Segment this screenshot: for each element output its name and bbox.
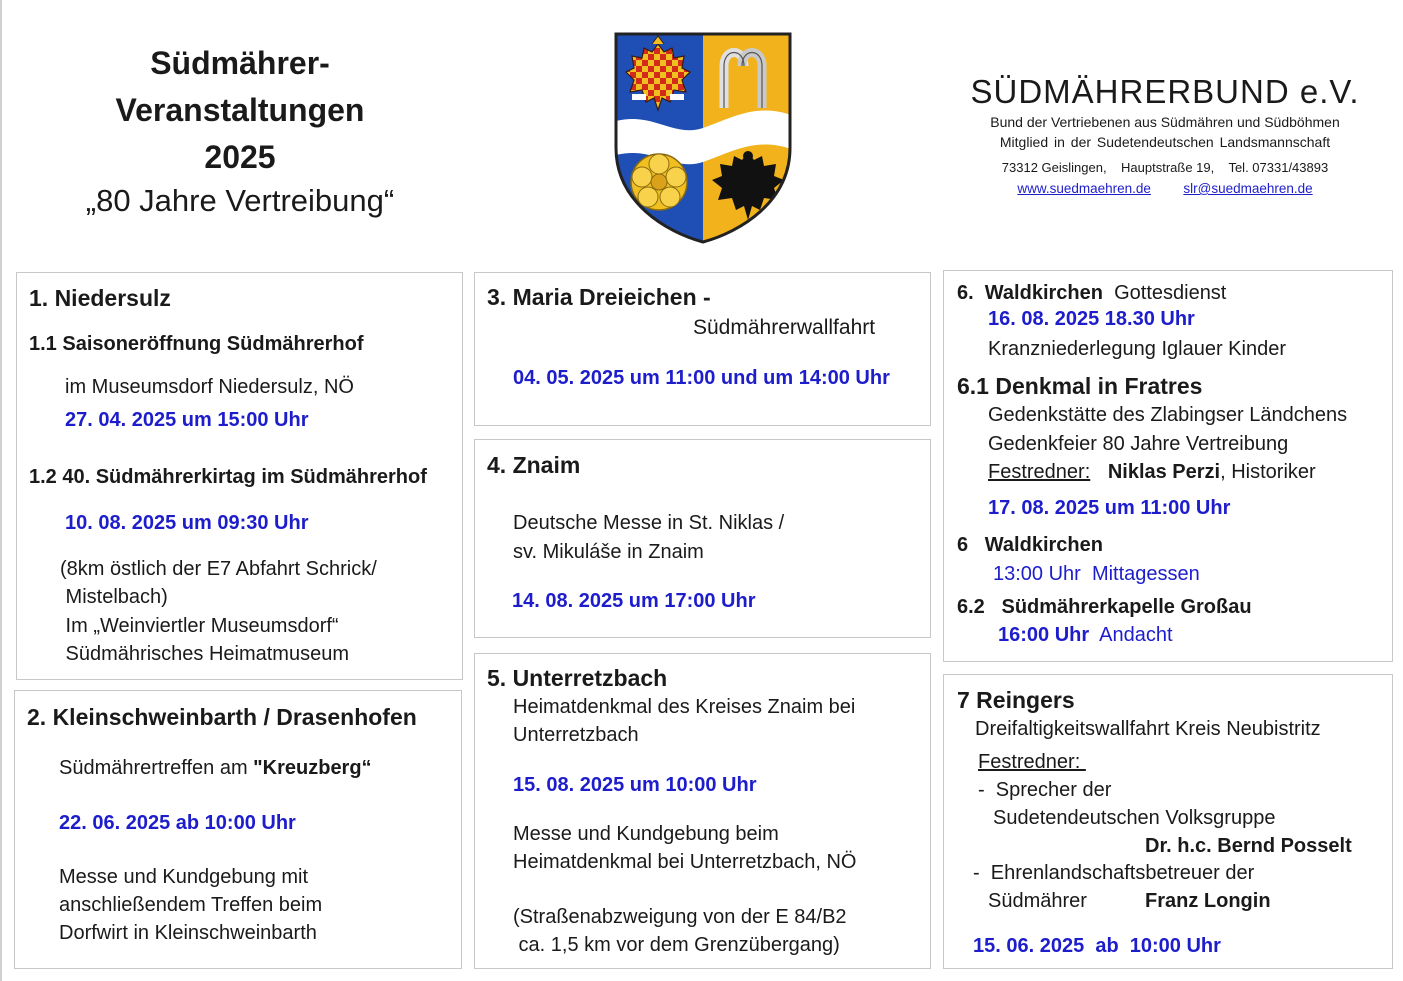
event3-date: 04. 05. 2025 um 11:00 und um 14:00 Uhr [513,367,890,389]
event6-speaker-name: Niklas Perzi [1107,461,1221,483]
event2-note-line: anschließendem Treffen beim [59,894,323,916]
event4-date: 14. 08. 2025 um 17:00 Uhr [512,590,756,612]
event2-note-line: Messe und Kundgebung mit [59,866,309,888]
event7-date: 15. 06. 2025 ab 10:00 Uhr [973,935,1221,957]
event6-sub2-time: 13:00 Uhr Mittagessen [993,563,1200,585]
event7-sp1-line2: Sudetendeutschen Volksgruppe [993,807,1276,829]
org-address: 73312 Geislingen, Hauptstraße 19, Tel. 07331/43893 [1001,160,1329,175]
event-box-3 [474,272,931,426]
event6-heading-bold: 6. Waldkirchen [957,282,1103,304]
event6-sub3-time-rest: Andacht [1089,624,1173,646]
event3-heading: 3. Maria Dreieichen - [487,284,711,310]
event2-description [59,756,372,780]
event5-note-line: Heimatdenkmal bei Unterretzbach, NÖ [513,851,857,873]
event5-road-line: (Straßenabzweigung von der E 84/B2 [513,906,847,928]
event1-sub1-date: 27. 04. 2025 um 15:00 Uhr [65,409,309,431]
website-link[interactable]: www.suedmaehren.de [1017,181,1151,196]
event5-note-line: Messe und Kundgebung beim [513,823,779,845]
event4-desc-line: sv. Mikuláše in Znaim [513,541,704,563]
event2-date: 22. 06. 2025 ab 10:00 Uhr [59,812,296,834]
title-line-1: Südmährer- [150,45,330,81]
event2-desc-bold: "Kreuzberg“ [253,757,372,779]
event5-heading: 5. Unterretzbach [487,665,668,691]
event-box-2 [14,690,462,969]
event6-sub3-time-bold: 16:00 Uhr [998,624,1090,646]
event1-note-line: Südmährisches Heimatmuseum [60,643,349,665]
organization-info [945,72,1385,200]
event4-heading: 4. Znaim [487,452,581,478]
event6-sub1-title: 6.1 Denkmal in Fratres [957,373,1203,399]
page-left-edge [0,0,2,981]
event-box-4 [474,439,931,638]
event1-sub2-title: 1.2 40. Südmährerkirtag im Südmährerhof [29,466,427,488]
event7-sp2-line1: - Ehrenlandschaftsbetreuer der [973,862,1255,884]
event6-sub1-line: Gedenkstätte des Zlabingser Ländchens [988,404,1348,426]
event6-heading [957,281,1226,305]
event1-heading: 1. Niedersulz [29,285,171,311]
event2-desc-prefix: Südmährertreffen am [59,757,254,779]
event2-heading: 2. Kleinschweinbarth / Drasenhofen [27,704,417,730]
title-line-2: Veranstaltungen [115,92,365,128]
org-name: SÜDMÄHRERBUND e.V. [970,73,1360,110]
event6-sub3-title: 6.2 Südmährerkapelle Großau [957,596,1252,618]
event6-note: Kranzniederlegung Iglauer Kinder [988,338,1286,360]
event6-heading-rest: Gottesdienst [1102,282,1227,304]
motto: „80 Jahre Vertreibung“ [85,183,395,218]
event5-road-line: ca. 1,5 km vor dem Grenzübergang) [513,934,840,956]
event1-note-line: Im „Weinviertler Museumsdorf“ [60,615,339,637]
event1-note-line: Mistelbach) [60,586,168,608]
event-box-6 [943,270,1393,662]
event1-sub2-date: 10. 08. 2025 um 09:30 Uhr [65,512,309,534]
event-box-1 [16,272,463,680]
page-title [60,40,420,221]
org-line-2: Mitglied in der Sudetendeutschen Landsmannschaft [999,134,1331,150]
org-line-1: Bund der Vertriebenen aus Südmähren und Südböhmen [990,114,1340,130]
event6-sub3-time [998,623,1173,647]
event7-heading: 7 Reingers [957,687,1075,713]
title-line-3: 2025 [204,139,276,175]
event1-sub1-title: 1.1 Saisoneröffnung Südmährerhof [29,333,364,355]
event7-description: Dreifaltigkeitswallfahrt Kreis Neubistritz [975,718,1321,740]
event1-sub1-place: im Museumsdorf Niedersulz, NÖ [65,376,354,398]
event2-note-line: Dorfwirt in Kleinschweinbarth [59,922,317,944]
email-link[interactable]: slr@suedmaehren.de [1183,181,1313,196]
event7-sp1-line1: - Sprecher der [978,779,1112,801]
event6-date: 16. 08. 2025 18.30 Uhr [988,308,1195,330]
coat-of-arms-icon [612,30,794,245]
event5-date: 15. 08. 2025 um 10:00 Uhr [513,774,757,796]
event6-sub2-title: 6 Waldkirchen [957,534,1103,556]
event1-note-line: (8km östlich der E7 Abfahrt Schrick/ [60,558,377,580]
event-box-5 [474,653,931,969]
event6-sub1-line: Gedenkfeier 80 Jahre Vertreibung [988,433,1289,455]
event6-speaker-label: Festredner: [988,461,1091,483]
event6-speaker-role: , Historiker [1220,461,1316,483]
event6-speaker [988,460,1316,484]
event7-sp2-name: Franz Longin [1145,890,1271,912]
event7-speakers-label: Festredner: [978,751,1086,773]
event6-sub1-date: 17. 08. 2025 um 11:00 Uhr [988,497,1231,519]
event7-sp2-line2: Südmährer [988,890,1087,912]
event3-subtitle: Südmährerwallfahrt [693,316,876,339]
event4-desc-line: Deutsche Messe in St. Niklas / [513,512,785,534]
event5-desc-line: Unterretzbach [513,724,639,746]
event5-desc-line: Heimatdenkmal des Kreises Znaim bei [513,696,856,718]
event-box-7 [943,674,1393,969]
event7-sp1-name: Dr. h.c. Bernd Posselt [1145,835,1352,857]
